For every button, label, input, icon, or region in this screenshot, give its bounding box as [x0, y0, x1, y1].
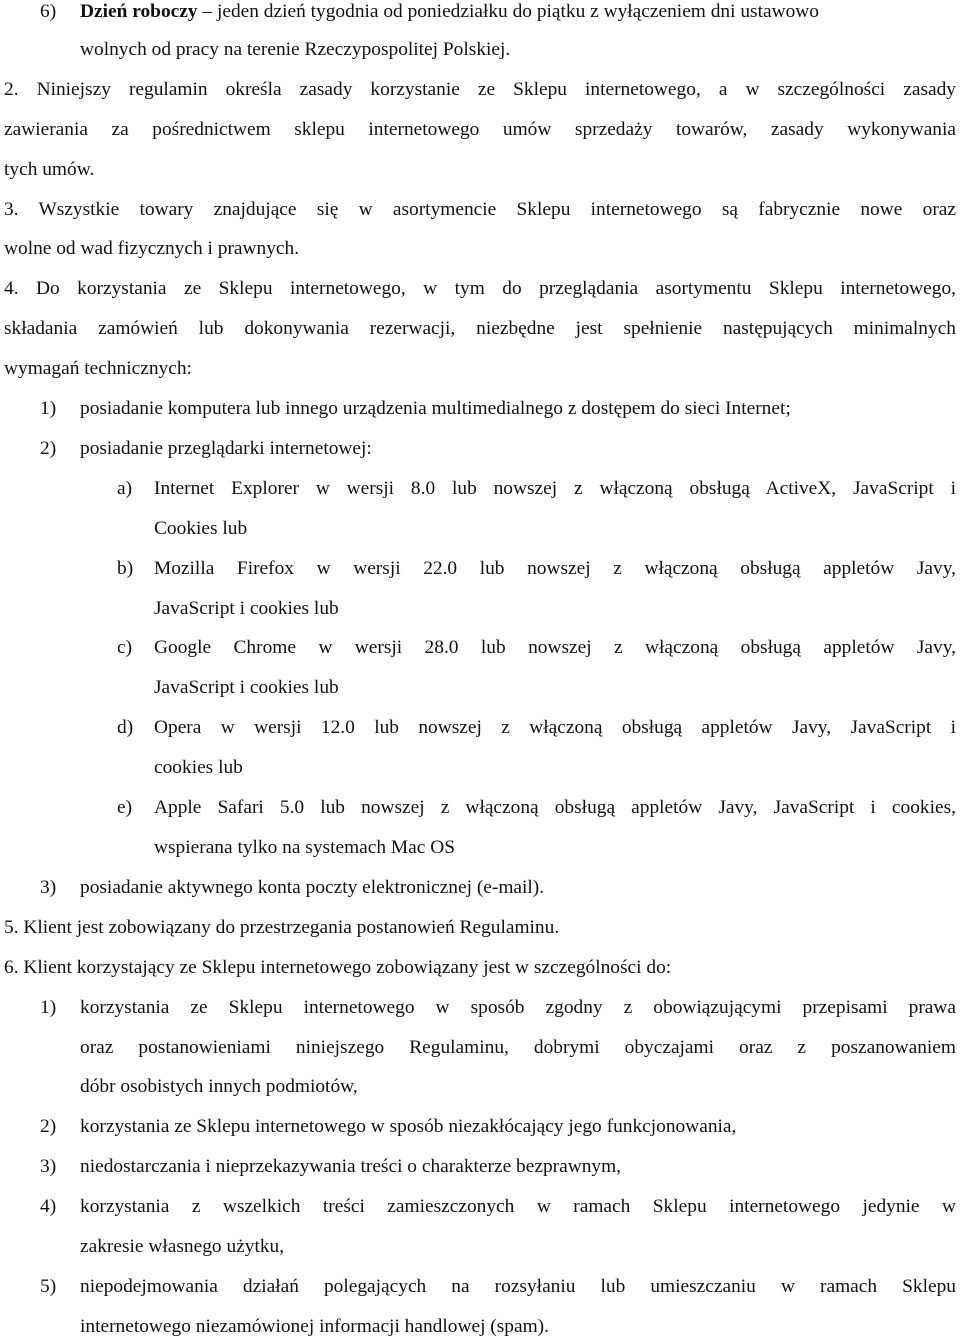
- list-item: korzystania ze Sklepu internetowego w sposób niezakłócający jego funkcjonowania,: [80, 1116, 737, 1137]
- list-number: 3): [40, 1156, 57, 1177]
- definition-line: wolnych od pracy na terenie Rzeczypospolitej Polskiej.: [80, 39, 511, 60]
- paragraph-5: 5. Klient jest zobowiązany do przestrzegania postanowień Regulaminu.: [4, 917, 560, 938]
- list-item: oraz postanowieniami niniejszego Regulaminu, dobrymi obyczajami oraz z poszanowaniem: [80, 1037, 956, 1058]
- list-item: niepodejmowania działań polegających na rozsyłaniu lub umieszczaniu w ramach Sklepu: [80, 1276, 956, 1297]
- sublist-item: Internet Explorer w wersji 8.0 lub nowszej z włączoną obsługą ActiveX, JavaScript i: [154, 478, 956, 499]
- sublist-letter: e): [117, 797, 133, 818]
- sublist-letter: b): [117, 558, 134, 579]
- list-number: 1): [40, 398, 57, 419]
- paragraph-4-line: wymagań technicznych:: [4, 358, 192, 379]
- list-item: korzystania ze Sklepu internetowego w sposób zgodny z obowiązującymi przepisami prawa: [80, 997, 956, 1018]
- paragraph-3-line: 3. Wszystkie towary znajdujące się w asortymencie Sklepu internetowego są fabrycznie nowe oraz: [4, 199, 956, 220]
- list-item: posiadanie aktywnego konta poczty elektronicznej (e-mail).: [80, 877, 545, 898]
- sublist-item: Cookies lub: [154, 518, 248, 539]
- paragraph-3-line: wolne od wad fizycznych i prawnych.: [4, 238, 300, 259]
- definition-term: Dzień roboczy: [80, 1, 198, 22]
- sublist-letter: a): [117, 478, 133, 499]
- list-number: 4): [40, 1196, 57, 1217]
- list-item: dóbr osobistych innych podmiotów,: [80, 1076, 358, 1097]
- paragraph-4-line: 4. Do korzystania ze Sklepu internetowego, w tym do przeglądania asortymentu Sklepu internetowego,: [4, 278, 956, 299]
- sublist-letter: d): [117, 717, 134, 738]
- sublist-item: JavaScript i cookies lub: [154, 677, 339, 698]
- list-item: zakresie własnego użytku,: [80, 1236, 285, 1257]
- sublist-letter: c): [117, 637, 133, 658]
- list-number: 1): [40, 997, 57, 1018]
- definition-number: 6): [40, 1, 57, 22]
- list-item: korzystania z wszelkich treści zamieszczonych w ramach Sklepu internetowego jedynie w: [80, 1196, 956, 1217]
- sublist-item: JavaScript i cookies lub: [154, 598, 339, 619]
- list-number: 3): [40, 877, 57, 898]
- list-item: internetowego niezamówionej informacji handlowej (spam).: [80, 1316, 549, 1337]
- sublist-item: Google Chrome w wersji 28.0 lub nowszej z włączoną obsługą appletów Javy,: [154, 637, 956, 658]
- definition-line: [80, 0, 819, 24]
- list-number: 2): [40, 1116, 57, 1137]
- sublist-item: wspierana tylko na systemach Mac OS: [154, 837, 456, 858]
- list-item: posiadanie przeglądarki internetowej:: [80, 438, 372, 459]
- list-item: posiadanie komputera lub innego urządzenia multimedialnego z dostępem do sieci Internet;: [80, 398, 791, 419]
- list-number: 5): [40, 1276, 57, 1297]
- sublist-item: Apple Safari 5.0 lub nowszej z włączoną obsługą appletów Javy, JavaScript i cookies,: [154, 797, 956, 818]
- list-item: niedostarczania i nieprzekazywania treści o charakterze bezprawnym,: [80, 1156, 622, 1177]
- sublist-item: cookies lub: [154, 757, 243, 778]
- definition-text: – jeden dzień tygodnia od poniedziałku do piątku z wyłączeniem dni ustawowo: [197, 1, 819, 22]
- sublist-item: Opera w wersji 12.0 lub nowszej z włączoną obsługą appletów Javy, JavaScript i: [154, 717, 956, 738]
- paragraph-2-line: zawierania za pośrednictwem sklepu internetowego umów sprzedaży towarów, zasady wykonywania: [4, 119, 956, 140]
- paragraph-6-intro: 6. Klient korzystający ze Sklepu internetowego zobowiązany jest w szczególności do:: [4, 957, 672, 978]
- paragraph-4-line: składania zamówień lub dokonywania rezerwacji, niezbędne jest spełnienie następujących minimalnych: [4, 318, 956, 339]
- paragraph-2-line: tych umów.: [4, 159, 95, 180]
- paragraph-2-line: 2. Niniejszy regulamin określa zasady korzystanie ze Sklepu internetowego, a w szczególności zasady: [4, 79, 956, 100]
- list-number: 2): [40, 438, 57, 459]
- sublist-item: Mozilla Firefox w wersji 22.0 lub nowszej z włączoną obsługą appletów Javy,: [154, 558, 956, 579]
